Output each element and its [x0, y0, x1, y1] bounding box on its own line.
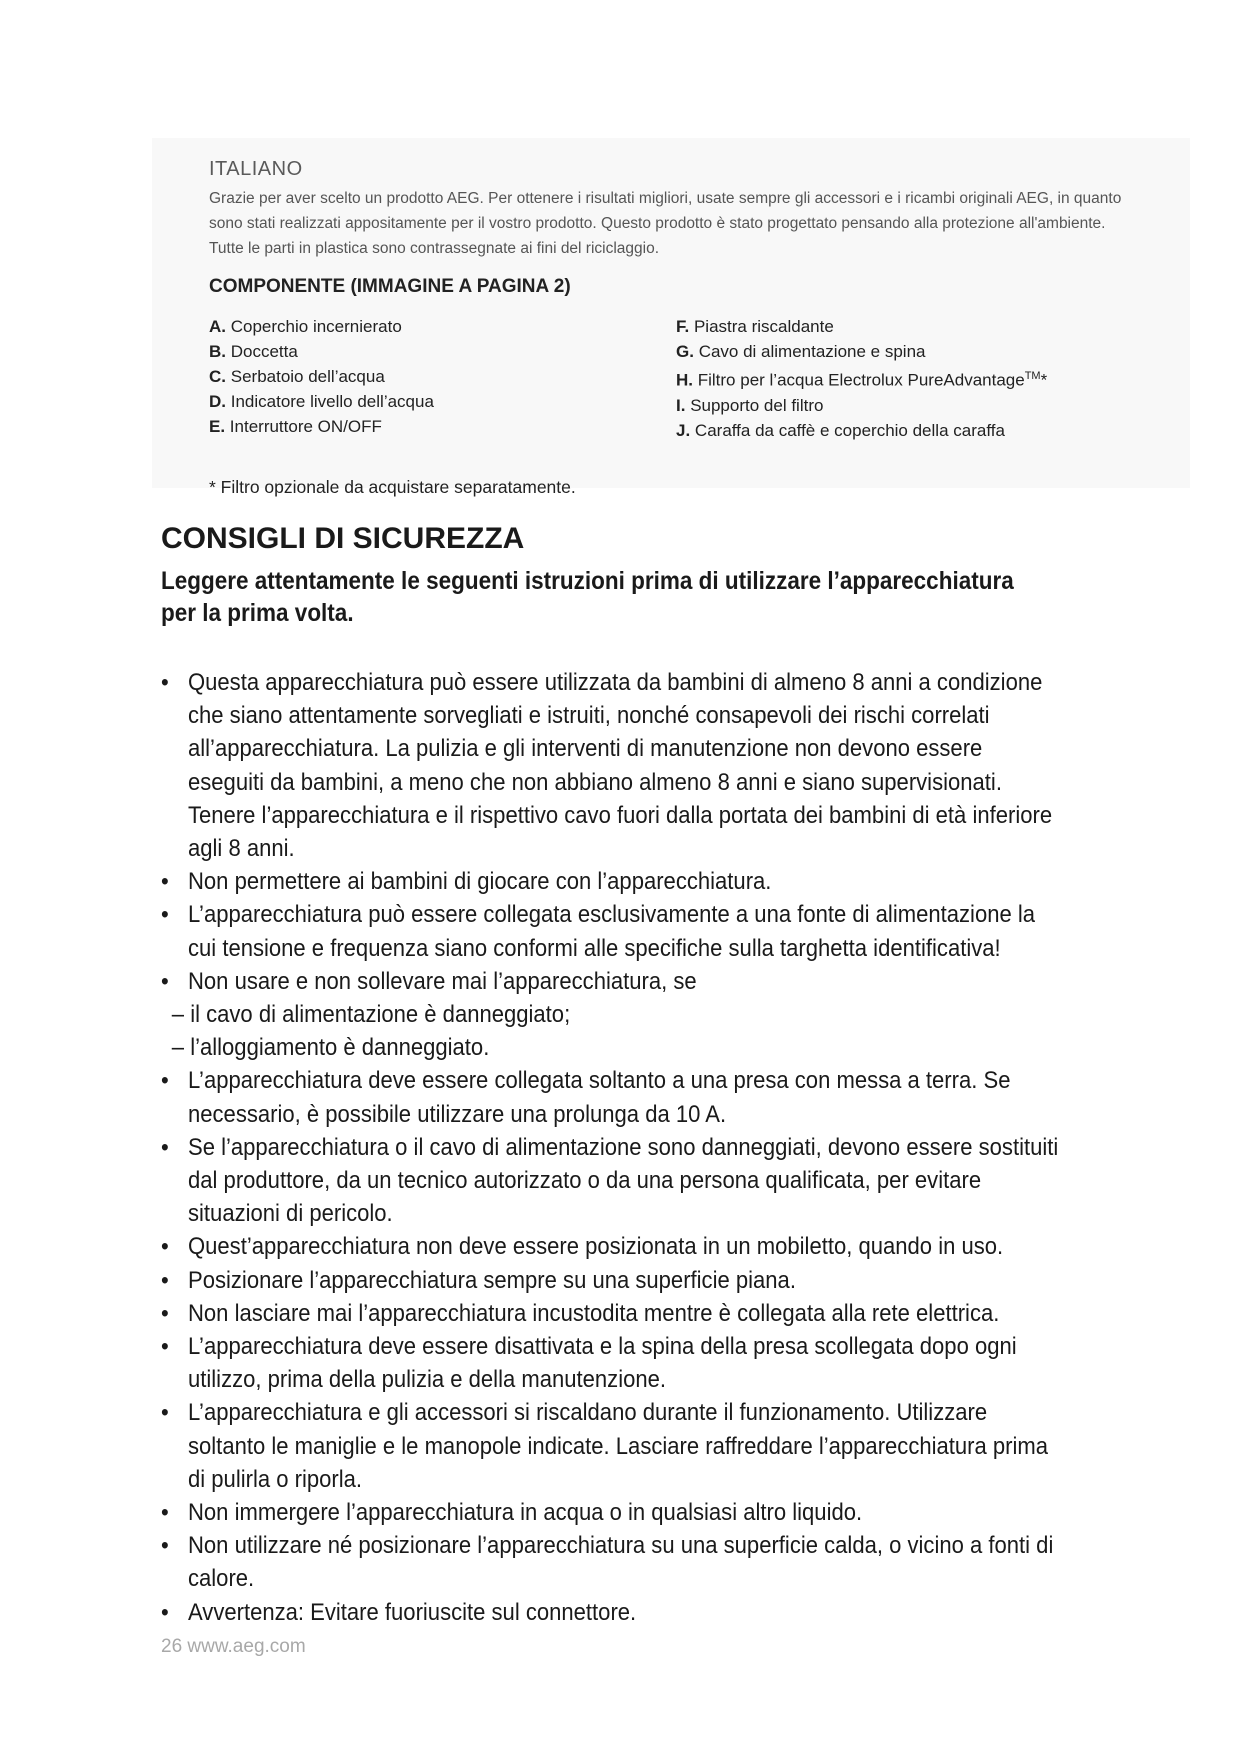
components-list-right	[676, 314, 1047, 443]
safety-subitem: – l’alloggiamento è danneggiato.	[171, 1034, 490, 1062]
component-item: D. Indicatore livello dell’acqua	[209, 392, 434, 411]
safety-item: • Non utilizzare né posizionare l’apparecchiatura su una superficie calda, o vicino a fonti di calore.	[161, 1529, 1061, 1595]
safety-item: • Non permettere ai bambini di giocare con l’apparecchiatura.	[161, 865, 1061, 898]
safety-subitem: – il cavo di alimentazione è danneggiato;	[171, 1001, 571, 1029]
page-footer: 26 www.aeg.com	[161, 1636, 306, 1657]
component-item: F. Piastra riscaldante	[676, 317, 834, 336]
component-item: I. Supporto del filtro	[676, 395, 824, 415]
components-list-left	[209, 314, 434, 439]
safety-subtitle: Leggere attentamente le seguenti istruzioni prima di utilizzare l’apparecchiatura per la prima volta.	[161, 567, 1014, 627]
component-item: B. Doccetta	[209, 342, 298, 361]
components-footnote: * Filtro opzionale da acquistare separatamente.	[209, 477, 576, 497]
component-item: G. Cavo di alimentazione e spina	[676, 342, 926, 361]
safety-item: • L’apparecchiatura deve essere collegata soltanto a una presa con messa a terra. Se necessario, è possibile utilizzare una prolunga da 10 A.	[161, 1064, 1061, 1130]
safety-item: • L’apparecchiatura e gli accessori si riscaldano durante il funzionamento. Utilizzare soltanto le maniglie e le manopole indicate. Lasciare raffreddare l’apparecchiatura prima di pulirla o riporla.	[161, 1396, 1061, 1496]
safety-title: CONSIGLI DI SICUREZZA	[161, 522, 525, 555]
safety-item: • Posizionare l’apparecchiatura sempre su una superficie piana.	[161, 1264, 1061, 1297]
safety-item: • Non usare e non sollevare mai l’apparecchiatura, se	[161, 965, 1061, 998]
safety-item: • L’apparecchiatura deve essere disattivata e la spina della presa scollegata dopo ogni utilizzo, prima della pulizia e della manutenzione.	[161, 1330, 1061, 1396]
safety-item: • Quest’apparecchiatura non deve essere posizionata in un mobiletto, quando in uso.	[161, 1230, 1061, 1263]
safety-list	[161, 666, 1061, 1629]
component-item: J. Caraffa da caffè e coperchio della caraffa	[676, 420, 1005, 440]
safety-item: • Questa apparecchiatura può essere utilizzata da bambini di almeno 8 anni a condizione che siano attentamente sorvegliati e istruiti, nonché consapevoli dei rischi correlati all’apparecchiatura. La pulizia e gli interventi di manutenzione non devono essere eseguiti da bambini, a meno che non abbiano almeno 8 anni e siano supervisionati. Tenere l’apparecchiatura e il rispettivo cavo fuori dalla portata dei bambini di età inferiore agli 8 anni.	[161, 666, 1061, 865]
component-item: A. Coperchio incernierato	[209, 317, 402, 336]
component-item: E. Interruttore ON/OFF	[209, 417, 382, 436]
safety-item: • Non lasciare mai l’apparecchiatura incustodita mentre è collegata alla rete elettrica.	[161, 1297, 1061, 1330]
components-title: COMPONENTE (IMMAGINE A PAGINA 2)	[209, 276, 571, 297]
safety-item: • Se l’apparecchiatura o il cavo di alimentazione sono danneggiati, devono essere sostituiti dal produttore, da un tecnico autorizzato o da una persona qualificata, per evitare situazioni di pericolo.	[161, 1131, 1061, 1231]
language-heading: ITALIANO	[209, 158, 303, 180]
safety-item: • Avvertenza: Evitare fuoriuscite sul connettore.	[161, 1596, 1061, 1629]
component-item: C. Serbatoio dell’acqua	[209, 367, 385, 386]
component-item: H. Filtro per l’acqua Electrolux PureAdvantage™*	[676, 370, 1048, 390]
intro-paragraph: Grazie per aver scelto un prodotto AEG. Per ottenere i risultati migliori, usate sempre gli accessori e i ricambi originali AEG, in quanto sono stati realizzati appositamente per il vostro prodotto. Questo prodotto è stato progettato pensando alla protezione all'ambiente. Tutte le parti in plastica sono contrassegnate ai fini del riciclaggio.	[209, 190, 1122, 257]
safety-item: • Non immergere l’apparecchiatura in acqua o in qualsiasi altro liquido.	[161, 1496, 1061, 1529]
safety-item: • L’apparecchiatura può essere collegata esclusivamente a una fonte di alimentazione la cui tensione e frequenza siano conformi alle specifiche sulla targhetta identificativa!	[161, 898, 1061, 964]
